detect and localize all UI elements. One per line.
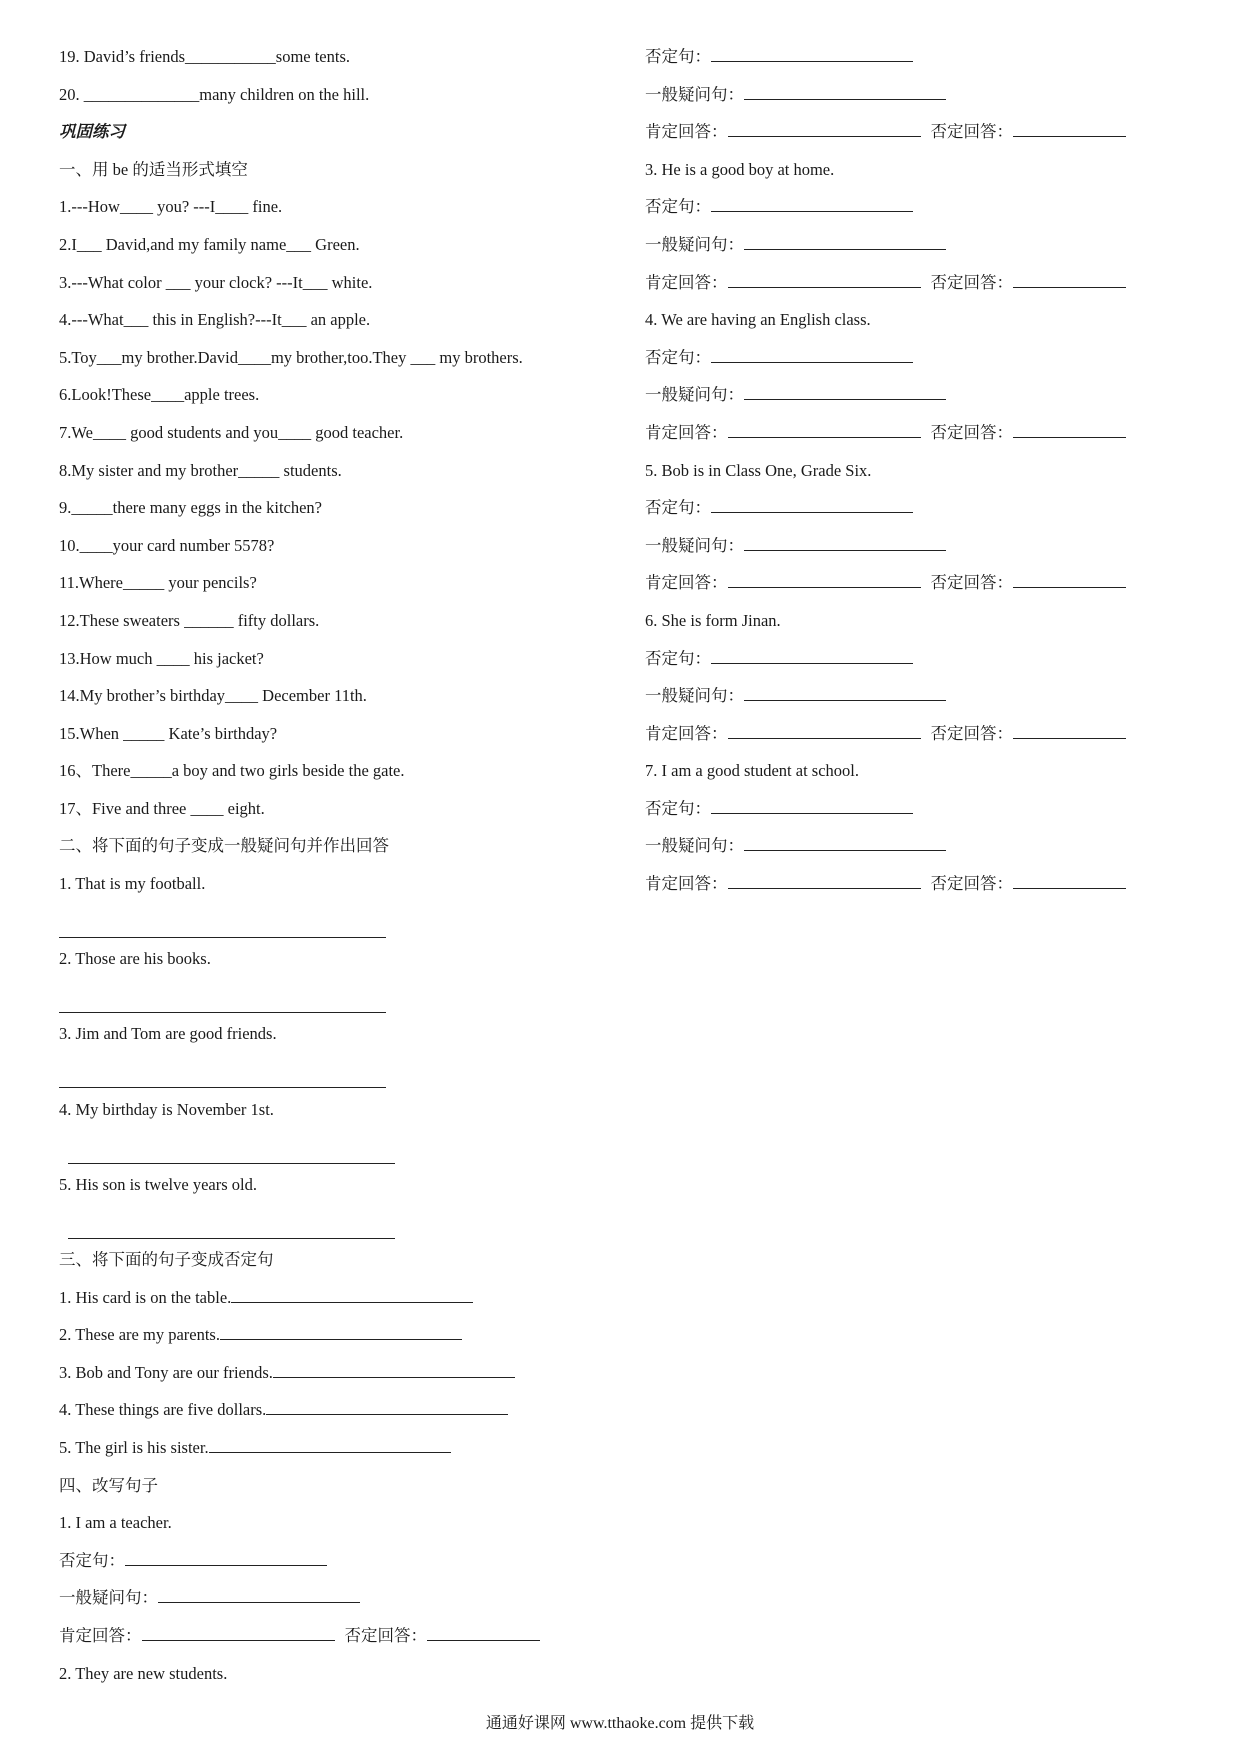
text-line xyxy=(59,458,619,496)
line-text: 12.These sweaters ______ fifty dollars. xyxy=(59,610,320,630)
line-text: 1. I am a teacher. xyxy=(59,1513,172,1533)
general-question-row xyxy=(645,533,1205,571)
answer-blank[interactable] xyxy=(209,1436,451,1453)
line-text: 二、将下面的句子变成一般疑问句并作出回答 xyxy=(59,836,389,856)
text-line xyxy=(59,533,619,571)
line-text: 8.My sister and my brother_____ students. xyxy=(59,460,342,480)
left-column xyxy=(59,44,619,1698)
line-text: 17、Five and three ____ eight. xyxy=(59,798,265,818)
text-line xyxy=(59,270,619,308)
text-line xyxy=(59,570,619,608)
general-question-row xyxy=(645,382,1205,420)
positive-answer-blank[interactable] xyxy=(728,120,921,137)
line-text: 3. He is a good boy at home. xyxy=(645,159,835,179)
negative-sentence-row xyxy=(645,646,1205,684)
negative-sentence-row xyxy=(645,495,1205,533)
text-line xyxy=(59,1247,619,1285)
text-line xyxy=(59,833,619,871)
negative-sentence-blank[interactable] xyxy=(711,195,913,212)
line-text: 4. We are having an English class. xyxy=(645,310,871,330)
exercise-sentence: 1. His card is on the table. xyxy=(59,1287,232,1307)
positive-answer-label: 肯定回答： xyxy=(59,1625,142,1645)
positive-answer-label: 肯定回答： xyxy=(645,422,728,442)
exercise-sentence: 4. My birthday is November 1st. xyxy=(59,1099,274,1119)
answers-row xyxy=(645,119,1205,157)
negative-sentence-row xyxy=(645,345,1205,383)
line-text: 11.Where_____ your pencils? xyxy=(59,573,257,593)
positive-answer-blank[interactable] xyxy=(728,571,921,588)
negative-sentence-blank[interactable] xyxy=(711,647,913,664)
exercise-item xyxy=(59,1360,619,1398)
negative-sentence-blank[interactable] xyxy=(711,346,913,363)
general-question-label: 一般疑问句： xyxy=(645,535,744,555)
line-text: 2.I___ David,and my family name___ Green. xyxy=(59,234,360,254)
answer-line[interactable] xyxy=(68,1238,395,1239)
text-line xyxy=(59,345,619,383)
general-question-row xyxy=(645,82,1205,120)
negative-sentence-row xyxy=(59,1548,619,1586)
positive-answer-label: 肯定回答： xyxy=(645,874,728,894)
text-line xyxy=(59,758,619,796)
text-line xyxy=(59,1661,619,1699)
text-line xyxy=(645,307,1205,345)
line-text: 3.---What color ___ your clock? ---It___ white. xyxy=(59,272,373,292)
general-question-label: 一般疑问句： xyxy=(645,84,744,104)
exercise-sentence: 1. That is my football. xyxy=(59,874,206,894)
negative-sentence-row xyxy=(645,796,1205,834)
line-text: 1.---How____ you? ---I____ fine. xyxy=(59,197,283,217)
negative-sentence-blank[interactable] xyxy=(711,45,913,62)
exercise-sentence: 2. These are my parents. xyxy=(59,1325,220,1345)
answer-blank[interactable] xyxy=(220,1323,462,1340)
negative-answer-label: 否定回答： xyxy=(344,1625,427,1645)
exercise-item xyxy=(59,1397,619,1435)
answers-row xyxy=(59,1623,619,1661)
exercise-item xyxy=(59,1097,619,1172)
heading-text: 巩固练习 xyxy=(59,122,125,142)
right-column xyxy=(645,44,1205,909)
negative-answer-blank[interactable] xyxy=(1013,271,1126,288)
answer-line[interactable] xyxy=(59,937,386,938)
negative-answer-label: 否定回答： xyxy=(930,723,1013,743)
positive-answer-label: 肯定回答： xyxy=(645,573,728,593)
negative-sentence-label: 否定句： xyxy=(645,648,711,668)
negative-answer-blank[interactable] xyxy=(1013,722,1126,739)
line-text: 10.____your card number 5578? xyxy=(59,535,275,555)
text-line xyxy=(59,646,619,684)
general-question-row xyxy=(645,232,1205,270)
line-text: 5.Toy___my brother.David____my brother,too.They ___ my brothers. xyxy=(59,347,523,367)
answer-blank[interactable] xyxy=(273,1361,515,1378)
text-line xyxy=(645,157,1205,195)
general-question-label: 一般疑问句： xyxy=(645,234,744,254)
answer-line[interactable] xyxy=(59,1087,386,1088)
answer-blank[interactable] xyxy=(266,1398,508,1415)
exercise-item xyxy=(59,871,619,946)
negative-answer-blank[interactable] xyxy=(1013,421,1126,438)
negative-answer-blank[interactable] xyxy=(1013,120,1126,137)
general-question-blank[interactable] xyxy=(744,684,946,701)
exercise-item xyxy=(59,1322,619,1360)
section-heading xyxy=(59,119,619,157)
text-line xyxy=(59,721,619,759)
general-question-row xyxy=(645,833,1205,871)
line-text: 6.Look!These____apple trees. xyxy=(59,385,260,405)
positive-answer-label: 肯定回答： xyxy=(645,723,728,743)
text-line xyxy=(59,232,619,270)
positive-answer-blank[interactable] xyxy=(728,421,921,438)
general-question-blank[interactable] xyxy=(744,233,946,250)
positive-answer-blank[interactable] xyxy=(728,271,921,288)
line-text: 2. They are new students. xyxy=(59,1663,228,1683)
negative-answer-blank[interactable] xyxy=(427,1624,540,1641)
text-line xyxy=(645,758,1205,796)
text-line xyxy=(59,683,619,721)
negative-sentence-blank[interactable] xyxy=(125,1549,327,1566)
exercise-item xyxy=(59,1172,619,1247)
answers-row xyxy=(645,871,1205,909)
answers-row xyxy=(645,420,1205,458)
line-text: 14.My brother’s birthday____ December 11th. xyxy=(59,686,367,706)
negative-answer-blank[interactable] xyxy=(1013,872,1126,889)
general-question-blank[interactable] xyxy=(744,383,946,400)
exercise-sentence: 4. These things are five dollars. xyxy=(59,1400,267,1420)
line-text: 7. I am a good student at school. xyxy=(645,761,860,781)
answer-line[interactable] xyxy=(59,1012,386,1013)
negative-sentence-label: 否定句： xyxy=(645,47,711,66)
text-line xyxy=(59,194,619,232)
exercise-item xyxy=(59,1285,619,1323)
exercise-sentence: 5. The girl is his sister. xyxy=(59,1437,209,1457)
text-line xyxy=(59,1473,619,1511)
text-line xyxy=(645,608,1205,646)
positive-answer-label: 肯定回答： xyxy=(645,122,728,142)
exercise-sentence: 5. His son is twelve years old. xyxy=(59,1174,257,1194)
text-line xyxy=(59,495,619,533)
negative-answer-label: 否定回答： xyxy=(930,874,1013,894)
negative-sentence-label: 否定句： xyxy=(59,1550,125,1570)
exercise-sentence: 3. Jim and Tom are good friends. xyxy=(59,1024,277,1044)
positive-answer-blank[interactable] xyxy=(728,722,921,739)
negative-sentence-row xyxy=(645,194,1205,232)
line-text: 7.We____ good students and you____ good teacher. xyxy=(59,422,404,442)
line-text: 5. Bob is in Class One, Grade Six. xyxy=(645,460,872,480)
negative-answer-label: 否定回答： xyxy=(930,122,1013,142)
line-text: 9._____there many eggs in the kitchen? xyxy=(59,498,323,518)
answer-line[interactable] xyxy=(68,1163,395,1164)
line-text: 13.How much ____ his jacket? xyxy=(59,648,264,668)
answers-row xyxy=(645,270,1205,308)
general-question-label: 一般疑问句： xyxy=(645,836,744,856)
general-question-row xyxy=(59,1585,619,1623)
answer-blank[interactable] xyxy=(231,1286,473,1303)
text-line xyxy=(645,458,1205,496)
negative-answer-label: 否定回答： xyxy=(930,422,1013,442)
positive-answer-label: 肯定回答： xyxy=(645,272,728,292)
text-line xyxy=(59,44,619,82)
negative-answer-label: 否定回答： xyxy=(930,272,1013,292)
text-line xyxy=(59,307,619,345)
exercise-sentence: 2. Those are his books. xyxy=(59,949,211,969)
positive-answer-blank[interactable] xyxy=(142,1624,335,1641)
text-line xyxy=(59,420,619,458)
text-line xyxy=(59,157,619,195)
answers-row xyxy=(645,721,1205,759)
answers-row xyxy=(645,570,1205,608)
general-question-blank[interactable] xyxy=(744,834,946,851)
general-question-label: 一般疑问句： xyxy=(59,1588,158,1608)
page-footer: 通通好课网 www.tthaoke.com 提供下载 xyxy=(485,1715,755,1732)
text-line xyxy=(59,796,619,834)
negative-answer-label: 否定回答： xyxy=(930,573,1013,593)
line-text: 三、将下面的句子变成否定句 xyxy=(59,1250,274,1269)
line-text: 一、用 be 的适当形式填空 xyxy=(59,159,248,179)
negative-sentence-label: 否定句： xyxy=(645,498,711,518)
text-line xyxy=(59,608,619,646)
exercise-sentence: 3. Bob and Tony are our friends. xyxy=(59,1362,273,1382)
negative-sentence-label: 否定句： xyxy=(645,197,711,217)
general-question-blank[interactable] xyxy=(158,1586,360,1603)
exercise-item xyxy=(59,1021,619,1096)
negative-sentence-blank[interactable] xyxy=(711,496,913,513)
line-text: 16、There_____a boy and two girls beside the gate. xyxy=(59,761,405,781)
general-question-blank[interactable] xyxy=(744,534,946,551)
line-text: 15.When _____ Kate’s birthday? xyxy=(59,723,278,743)
line-text: 四、改写句子 xyxy=(59,1475,158,1495)
negative-answer-blank[interactable] xyxy=(1013,571,1126,588)
general-question-label: 一般疑问句： xyxy=(645,385,744,405)
text-line xyxy=(59,382,619,420)
general-question-row xyxy=(645,683,1205,721)
negative-sentence-row xyxy=(645,44,1205,82)
negative-sentence-blank[interactable] xyxy=(711,797,913,814)
line-text: 6. She is form Jinan. xyxy=(645,610,781,630)
negative-sentence-label: 否定句： xyxy=(645,347,711,367)
negative-sentence-label: 否定句： xyxy=(645,798,711,818)
text-line xyxy=(59,1510,619,1548)
line-text: 4.---What___ this in English?---It___ an apple. xyxy=(59,310,371,330)
exercise-item xyxy=(59,946,619,1021)
line-text: 20. ______________many children on the hill. xyxy=(59,84,370,104)
general-question-blank[interactable] xyxy=(744,83,946,100)
text-line xyxy=(59,82,619,120)
line-text: 19. David’s friends___________some tents. xyxy=(59,47,351,66)
positive-answer-blank[interactable] xyxy=(728,872,921,889)
general-question-label: 一般疑问句： xyxy=(645,686,744,706)
exercise-item xyxy=(59,1435,619,1473)
